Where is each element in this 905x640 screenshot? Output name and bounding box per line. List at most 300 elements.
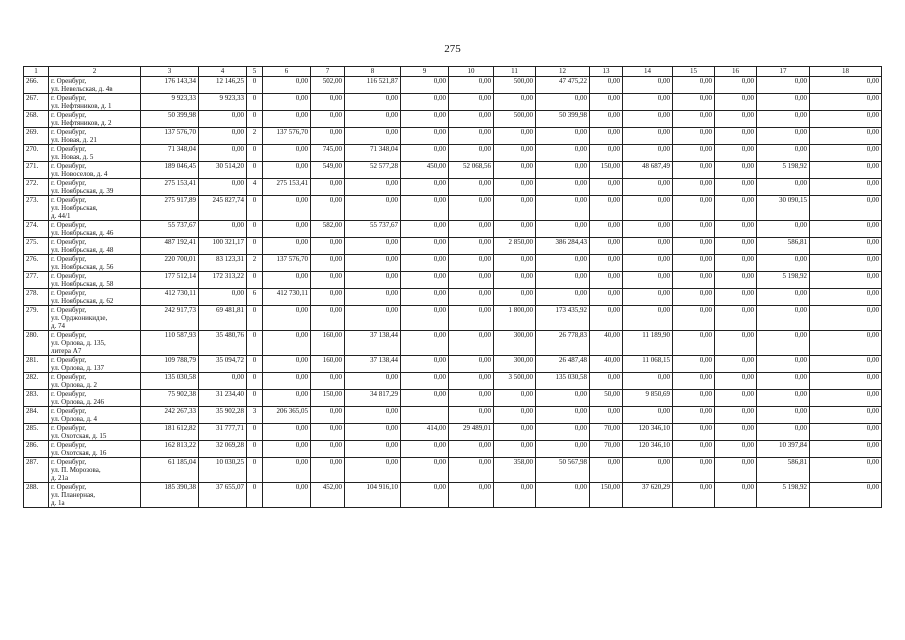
table-row xyxy=(24,441,882,458)
value-cell: 37 138,44 xyxy=(345,356,401,373)
row-number: 284. xyxy=(24,407,49,424)
value-cell: 0,00 xyxy=(449,179,494,196)
value-cell: 412 730,11 xyxy=(141,289,199,306)
value-cell: 0 xyxy=(247,94,263,111)
row-number: 268. xyxy=(24,111,49,128)
value-cell: 0,00 xyxy=(590,407,623,424)
value-cell: 35 902,28 xyxy=(199,407,247,424)
value-cell: 0,00 xyxy=(715,407,757,424)
value-cell: 0,00 xyxy=(449,94,494,111)
value-cell: 0,00 xyxy=(345,255,401,272)
value-cell: 50,00 xyxy=(590,390,623,407)
address-line: ул. Ноябрьская, д. 56 xyxy=(51,263,114,271)
value-cell: 185 390,38 xyxy=(141,483,199,508)
table-row xyxy=(24,128,882,145)
value-cell: 0,00 xyxy=(263,373,311,390)
address-line: г. Оренбург, xyxy=(51,306,87,314)
value-cell: 0 xyxy=(247,356,263,373)
table-row xyxy=(24,94,882,111)
column-header: 9 xyxy=(401,67,449,77)
value-cell: 0,00 xyxy=(590,128,623,145)
value-cell: 0,00 xyxy=(673,221,715,238)
value-cell: 0,00 xyxy=(311,111,345,128)
table-row xyxy=(24,424,882,441)
row-number: 279. xyxy=(24,306,49,331)
value-cell: 0,00 xyxy=(590,221,623,238)
value-cell: 386 284,43 xyxy=(536,238,590,255)
value-cell: 0,00 xyxy=(673,94,715,111)
value-cell: 52 577,28 xyxy=(345,162,401,179)
value-cell: 71 348,04 xyxy=(345,145,401,162)
value-cell: 9 850,69 xyxy=(623,390,673,407)
address-cell xyxy=(49,483,141,508)
value-cell: 10 030,25 xyxy=(199,458,247,483)
address-line: ул. Орлова, д. 246 xyxy=(51,398,105,406)
value-cell: 0 xyxy=(247,331,263,356)
address-line: ул. Охотская, д. 16 xyxy=(51,449,107,457)
value-cell: 0,00 xyxy=(590,289,623,306)
value-cell: 137 576,70 xyxy=(263,128,311,145)
value-cell: 0,00 xyxy=(311,196,345,221)
address-line: д. 1а xyxy=(51,499,65,507)
value-cell: 0,00 xyxy=(494,94,536,111)
value-cell: 0,00 xyxy=(757,111,810,128)
value-cell: 0,00 xyxy=(449,77,494,94)
value-cell: 0,00 xyxy=(623,145,673,162)
value-cell: 0,00 xyxy=(494,390,536,407)
address-cell xyxy=(49,407,141,424)
value-cell: 0,00 xyxy=(590,272,623,289)
row-number: 275. xyxy=(24,238,49,255)
value-cell: 177 512,14 xyxy=(141,272,199,289)
column-header: 8 xyxy=(345,67,401,77)
table-row xyxy=(24,306,882,331)
row-number: 274. xyxy=(24,221,49,238)
table-row xyxy=(24,179,882,196)
value-cell: 0,00 xyxy=(810,331,882,356)
value-cell: 0,00 xyxy=(757,289,810,306)
value-cell: 0,00 xyxy=(536,424,590,441)
value-cell: 549,00 xyxy=(311,162,345,179)
value-cell: 0,00 xyxy=(263,458,311,483)
value-cell: 242 917,73 xyxy=(141,306,199,331)
row-number: 271. xyxy=(24,162,49,179)
value-cell: 0,00 xyxy=(401,441,449,458)
value-cell: 0,00 xyxy=(263,356,311,373)
value-cell: 0,00 xyxy=(715,162,757,179)
value-cell: 61 185,04 xyxy=(141,458,199,483)
value-cell: 0 xyxy=(247,306,263,331)
address-line: г. Оренбург, xyxy=(51,162,87,170)
table-row xyxy=(24,255,882,272)
value-cell: 0 xyxy=(247,373,263,390)
value-cell: 0,00 xyxy=(623,306,673,331)
table-row xyxy=(24,145,882,162)
value-cell: 0 xyxy=(247,483,263,508)
value-cell: 0,00 xyxy=(623,238,673,255)
value-cell: 172 313,22 xyxy=(199,272,247,289)
value-cell: 0,00 xyxy=(263,111,311,128)
address-line: ул. Орлова, д. 137 xyxy=(51,364,105,372)
value-cell: 0,00 xyxy=(494,407,536,424)
address-line: г. Оренбург, xyxy=(51,128,87,136)
value-cell: 0,00 xyxy=(536,390,590,407)
value-cell: 47 475,22 xyxy=(536,77,590,94)
table-row xyxy=(24,272,882,289)
address-cell xyxy=(49,458,141,483)
value-cell: 0,00 xyxy=(673,306,715,331)
value-cell: 0,00 xyxy=(199,179,247,196)
value-cell: 120 346,10 xyxy=(623,441,673,458)
value-cell: 0,00 xyxy=(757,145,810,162)
value-cell: 0,00 xyxy=(673,77,715,94)
address-line: г. Оренбург, xyxy=(51,356,87,364)
value-cell: 0,00 xyxy=(449,221,494,238)
value-cell: 29 489,01 xyxy=(449,424,494,441)
value-cell: 83 123,31 xyxy=(199,255,247,272)
table-row xyxy=(24,221,882,238)
value-cell: 0,00 xyxy=(810,145,882,162)
value-cell: 0,00 xyxy=(810,128,882,145)
column-header: 10 xyxy=(449,67,494,77)
row-number: 282. xyxy=(24,373,49,390)
value-cell: 0,00 xyxy=(401,196,449,221)
value-cell: 0,00 xyxy=(494,289,536,306)
address-cell xyxy=(49,289,141,306)
value-cell: 0,00 xyxy=(810,221,882,238)
value-cell: 0 xyxy=(247,441,263,458)
value-cell: 0,00 xyxy=(810,407,882,424)
value-cell: 189 046,45 xyxy=(141,162,199,179)
value-cell: 0,00 xyxy=(536,407,590,424)
row-number: 270. xyxy=(24,145,49,162)
table-row xyxy=(24,111,882,128)
value-cell: 0,00 xyxy=(590,196,623,221)
value-cell: 0,00 xyxy=(757,424,810,441)
value-cell: 0,00 xyxy=(449,289,494,306)
value-cell: 0,00 xyxy=(757,179,810,196)
value-cell: 0,00 xyxy=(401,373,449,390)
value-cell: 0,00 xyxy=(263,441,311,458)
row-number: 272. xyxy=(24,179,49,196)
value-cell: 0,00 xyxy=(345,441,401,458)
value-cell: 162 813,22 xyxy=(141,441,199,458)
address-line: ул. Планерная, xyxy=(51,491,96,499)
register-table xyxy=(23,66,882,508)
address-line: д. 74 xyxy=(51,322,66,330)
address-line: ул. Новоселов, д. 4 xyxy=(51,170,108,178)
address-cell xyxy=(49,94,141,111)
address-line: ул. Ноябрьская, xyxy=(51,204,98,212)
value-cell: 0,00 xyxy=(494,441,536,458)
address-cell xyxy=(49,221,141,238)
value-cell: 0,00 xyxy=(673,483,715,508)
address-line: ул. Ноябрьская, д. 58 xyxy=(51,280,114,288)
value-cell: 11 068,15 xyxy=(623,356,673,373)
value-cell: 0,00 xyxy=(345,94,401,111)
address-line: г. Оренбург, xyxy=(51,331,87,339)
value-cell: 0,00 xyxy=(757,128,810,145)
row-number: 285. xyxy=(24,424,49,441)
value-cell: 0,00 xyxy=(449,390,494,407)
value-cell: 0,00 xyxy=(757,331,810,356)
value-cell: 0,00 xyxy=(715,145,757,162)
value-cell: 206 365,05 xyxy=(263,407,311,424)
value-cell: 9 923,33 xyxy=(199,94,247,111)
value-cell: 0,00 xyxy=(449,407,494,424)
value-cell: 0,00 xyxy=(536,179,590,196)
value-cell: 0,00 xyxy=(449,373,494,390)
value-cell: 50 399,98 xyxy=(536,111,590,128)
value-cell: 0,00 xyxy=(449,483,494,508)
value-cell: 0,00 xyxy=(311,238,345,255)
value-cell: 275 153,41 xyxy=(263,179,311,196)
value-cell: 0,00 xyxy=(673,424,715,441)
value-cell: 0,00 xyxy=(263,77,311,94)
value-cell: 275 153,41 xyxy=(141,179,199,196)
value-cell: 176 143,34 xyxy=(141,77,199,94)
value-cell: 0 xyxy=(247,145,263,162)
value-cell: 0,00 xyxy=(199,373,247,390)
address-cell xyxy=(49,272,141,289)
value-cell: 173 435,92 xyxy=(536,306,590,331)
value-cell: 0,00 xyxy=(401,390,449,407)
value-cell: 0,00 xyxy=(715,306,757,331)
value-cell: 0,00 xyxy=(673,128,715,145)
value-cell: 137 576,70 xyxy=(263,255,311,272)
value-cell: 0,00 xyxy=(345,407,401,424)
value-cell: 55 737,67 xyxy=(141,221,199,238)
value-cell: 0,00 xyxy=(401,306,449,331)
value-cell: 0,00 xyxy=(449,238,494,255)
value-cell: 31 234,40 xyxy=(199,390,247,407)
value-cell: 0 xyxy=(247,162,263,179)
value-cell: 0,00 xyxy=(263,196,311,221)
value-cell: 0,00 xyxy=(810,390,882,407)
table-row xyxy=(24,390,882,407)
row-number: 286. xyxy=(24,441,49,458)
value-cell: 452,00 xyxy=(311,483,345,508)
value-cell: 0,00 xyxy=(401,221,449,238)
value-cell: 0,00 xyxy=(449,272,494,289)
table-row xyxy=(24,196,882,221)
row-number: 280. xyxy=(24,331,49,356)
address-line: ул. Ноябрьская, д. 48 xyxy=(51,246,114,254)
value-cell: 0,00 xyxy=(449,331,494,356)
value-cell: 0,00 xyxy=(715,238,757,255)
value-cell: 120 346,10 xyxy=(623,424,673,441)
value-cell: 0,00 xyxy=(263,306,311,331)
value-cell: 300,00 xyxy=(494,356,536,373)
value-cell: 0,00 xyxy=(263,424,311,441)
value-cell: 0,00 xyxy=(590,306,623,331)
value-cell: 4 xyxy=(247,179,263,196)
value-cell: 0,00 xyxy=(199,289,247,306)
value-cell: 0,00 xyxy=(715,221,757,238)
value-cell: 0,00 xyxy=(401,128,449,145)
value-cell: 0,00 xyxy=(623,407,673,424)
value-cell: 55 737,67 xyxy=(345,221,401,238)
value-cell: 37 620,29 xyxy=(623,483,673,508)
value-cell: 0,00 xyxy=(590,458,623,483)
value-cell: 0,00 xyxy=(757,306,810,331)
address-line: г. Оренбург, xyxy=(51,458,87,466)
table-row xyxy=(24,331,882,356)
value-cell: 0,00 xyxy=(311,94,345,111)
value-cell: 0,00 xyxy=(810,306,882,331)
value-cell: 0,00 xyxy=(199,111,247,128)
address-line: г. Оренбург, xyxy=(51,373,87,381)
address-cell xyxy=(49,196,141,221)
address-line: ул. Новая, д. 21 xyxy=(51,136,97,144)
value-cell: 3 500,00 xyxy=(494,373,536,390)
address-line: ул. П. Морозова, xyxy=(51,466,101,474)
address-line: д. 21а xyxy=(51,474,69,482)
value-cell: 0,00 xyxy=(311,128,345,145)
address-cell xyxy=(49,162,141,179)
value-cell: 110 587,93 xyxy=(141,331,199,356)
value-cell: 0,00 xyxy=(263,272,311,289)
value-cell: 0,00 xyxy=(673,356,715,373)
value-cell: 0,00 xyxy=(263,238,311,255)
column-header: 15 xyxy=(673,67,715,77)
value-cell: 5 198,92 xyxy=(757,162,810,179)
value-cell: 0,00 xyxy=(449,128,494,145)
value-cell: 0,00 xyxy=(494,221,536,238)
value-cell: 32 069,28 xyxy=(199,441,247,458)
value-cell: 0,00 xyxy=(345,238,401,255)
value-cell: 0,00 xyxy=(810,77,882,94)
value-cell: 0,00 xyxy=(810,272,882,289)
value-cell: 6 xyxy=(247,289,263,306)
address-line: г. Оренбург, xyxy=(51,94,87,102)
value-cell: 0,00 xyxy=(715,289,757,306)
value-cell: 0 xyxy=(247,458,263,483)
value-cell: 137 576,70 xyxy=(141,128,199,145)
value-cell: 2 850,00 xyxy=(494,238,536,255)
value-cell: 70,00 xyxy=(590,424,623,441)
value-cell: 0,00 xyxy=(345,111,401,128)
table-row xyxy=(24,238,882,255)
value-cell: 0,00 xyxy=(810,356,882,373)
value-cell: 0,00 xyxy=(715,424,757,441)
value-cell: 34 817,29 xyxy=(345,390,401,407)
column-header: 7 xyxy=(311,67,345,77)
row-number: 273. xyxy=(24,196,49,221)
value-cell: 5 198,92 xyxy=(757,483,810,508)
value-cell: 0,00 xyxy=(623,179,673,196)
address-cell xyxy=(49,306,141,331)
table-row xyxy=(24,373,882,390)
value-cell: 0,00 xyxy=(623,289,673,306)
value-cell: 0,00 xyxy=(810,458,882,483)
value-cell: 0,00 xyxy=(590,179,623,196)
value-cell: 0,00 xyxy=(810,255,882,272)
value-cell: 275 917,89 xyxy=(141,196,199,221)
value-cell: 50 399,98 xyxy=(141,111,199,128)
value-cell: 0,00 xyxy=(449,458,494,483)
value-cell: 0,00 xyxy=(715,441,757,458)
value-cell: 582,00 xyxy=(311,221,345,238)
value-cell: 0,00 xyxy=(345,196,401,221)
value-cell: 135 030,58 xyxy=(536,373,590,390)
value-cell: 0,00 xyxy=(311,272,345,289)
column-header: 16 xyxy=(715,67,757,77)
value-cell: 0,00 xyxy=(536,483,590,508)
value-cell: 0,00 xyxy=(401,145,449,162)
value-cell: 30 090,15 xyxy=(757,196,810,221)
row-number: 281. xyxy=(24,356,49,373)
value-cell: 0,00 xyxy=(401,77,449,94)
row-number: 267. xyxy=(24,94,49,111)
value-cell: 245 827,74 xyxy=(199,196,247,221)
value-cell: 0,00 xyxy=(623,255,673,272)
value-cell: 0,00 xyxy=(715,373,757,390)
address-cell xyxy=(49,331,141,356)
value-cell: 35 480,76 xyxy=(199,331,247,356)
value-cell: 0,00 xyxy=(494,255,536,272)
value-cell: 0,00 xyxy=(715,390,757,407)
value-cell: 0,00 xyxy=(590,373,623,390)
value-cell: 0,00 xyxy=(263,162,311,179)
value-cell: 0,00 xyxy=(623,272,673,289)
value-cell: 0,00 xyxy=(401,356,449,373)
value-cell: 0 xyxy=(247,111,263,128)
column-header: 1 xyxy=(24,67,49,77)
column-header: 13 xyxy=(590,67,623,77)
value-cell: 745,00 xyxy=(311,145,345,162)
value-cell: 0,00 xyxy=(810,373,882,390)
column-header: 3 xyxy=(141,67,199,77)
value-cell: 0,00 xyxy=(623,94,673,111)
value-cell: 5 198,92 xyxy=(757,272,810,289)
value-cell: 500,00 xyxy=(494,111,536,128)
value-cell: 0,00 xyxy=(345,128,401,145)
address-line: г. Оренбург, xyxy=(51,390,87,398)
row-number: 277. xyxy=(24,272,49,289)
table-row xyxy=(24,289,882,306)
value-cell: 0,00 xyxy=(449,255,494,272)
value-cell: 0,00 xyxy=(810,289,882,306)
value-cell: 0,00 xyxy=(715,458,757,483)
value-cell: 0,00 xyxy=(673,289,715,306)
value-cell: 0,00 xyxy=(449,306,494,331)
address-line: г. Оренбург, xyxy=(51,179,87,187)
value-cell: 0,00 xyxy=(494,483,536,508)
value-cell: 109 788,79 xyxy=(141,356,199,373)
value-cell: 0,00 xyxy=(494,145,536,162)
value-cell: 0,00 xyxy=(401,331,449,356)
address-line: г. Оренбург, xyxy=(51,255,87,263)
value-cell: 0,00 xyxy=(673,390,715,407)
value-cell: 0 xyxy=(247,272,263,289)
value-cell: 0,00 xyxy=(673,238,715,255)
value-cell: 0,00 xyxy=(401,94,449,111)
value-cell: 12 146,25 xyxy=(199,77,247,94)
value-cell: 0,00 xyxy=(263,221,311,238)
value-cell: 11 189,90 xyxy=(623,331,673,356)
address-line: ул. Новая, д. 5 xyxy=(51,153,94,161)
address-line: ул. Орджоникидзе, xyxy=(51,314,108,322)
value-cell: 0,00 xyxy=(673,179,715,196)
address-line: г. Оренбург, xyxy=(51,289,87,297)
value-cell: 0,00 xyxy=(757,255,810,272)
value-cell: 0,00 xyxy=(345,458,401,483)
address-line: г. Оренбург, xyxy=(51,441,87,449)
value-cell: 0,00 xyxy=(623,458,673,483)
address-line: ул. Нефтяников, д. 2 xyxy=(51,119,112,127)
value-cell: 0,00 xyxy=(199,128,247,145)
